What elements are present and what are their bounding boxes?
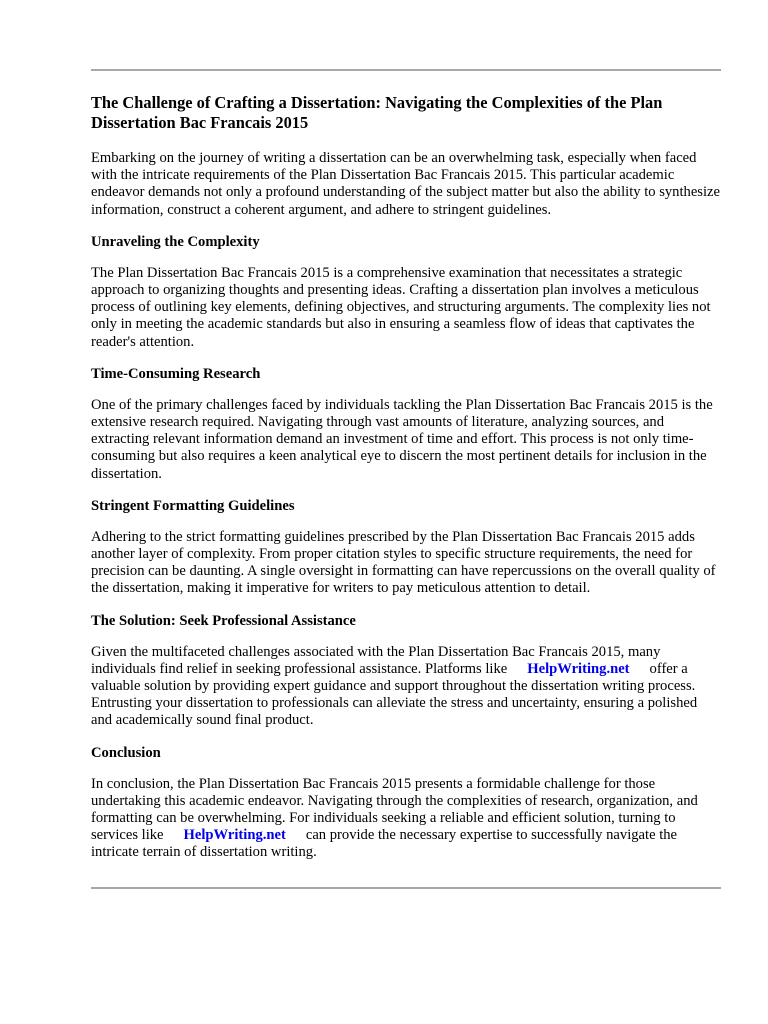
conclusion-text-before: In conclusion, the Plan Dissertation Bac Francais 2015 presents a formidable challenge for those undertaking this academic endeavor. Navigating through the complexities of research, organization, and formatting can be overwhelming. For individuals seeking a reliable and efficient solution, turning to services like	[91, 775, 698, 844]
section-heading-complexity: Unraveling the Complexity	[91, 233, 260, 250]
section-heading-formatting: Stringent Formatting Guidelines	[91, 497, 295, 514]
section-heading-solution: The Solution: Seek Professional Assistance	[91, 612, 356, 629]
bottom-divider	[91, 887, 721, 889]
top-divider	[91, 69, 721, 71]
section-heading-research: Time-Consuming Research	[91, 365, 261, 382]
helpwriting-link-conclusion[interactable]: HelpWriting.net	[183, 827, 286, 844]
document-page	[91, 69, 721, 889]
section-body-conclusion	[91, 776, 721, 862]
conclusion-text-after: can provide the necessary expertise to successfully navigate the intricate terrain of dissertation writing.	[91, 827, 678, 861]
solution-text-after: offer a valuable solution by providing expert guidance and support throughout the dissertation writing process. Entrusting your dissertation to professionals can alleviate the stress and uncertainty, ensuring a polished and academically sound final product.	[91, 660, 698, 729]
helpwriting-link[interactable]: HelpWriting.net	[527, 660, 630, 677]
solution-text-before: Given the multifaceted challenges associated with the Plan Dissertation Bac Francais 2015, many individuals find relief in seeking professional assistance. Platforms like	[91, 643, 661, 677]
section-body-research: One of the primary challenges faced by individuals tackling the Plan Dissertation Bac Francais 2015 is the extensive research required. Navigating through vast amounts of literature, analyzing sources, and extracting relevant information demand an investment of time and effort. This process is not only time-consuming but also requires a keen analytical eye to discern the most pertinent details for inclusion in the dissertation.	[91, 396, 713, 482]
section-body-solution	[91, 644, 721, 730]
section-body-formatting: Adhering to the strict formatting guidelines prescribed by the Plan Dissertation Bac Francais 2015 adds another layer of complexity. From proper citation styles to specific structure requirements, the need for precision can be daunting. A single oversight in formatting can have repercussions on the overall quality of the dissertation, making it imperative for writers to pay meticulous attention to detail.	[91, 528, 716, 597]
section-body-complexity: The Plan Dissertation Bac Francais 2015 is a comprehensive examination that necessitates a strategic approach to organizing thoughts and presenting ideas. Crafting a dissertation plan involves a meticulous process of outlining key elements, defining objectives, and structuring arguments. The complexity lies not only in meeting the academic standards but also in ensuring a seamless flow of ideas that captivates the reader's attention.	[91, 264, 711, 350]
document-title: The Challenge of Crafting a Dissertation: Navigating the Complexities of the Plan Dissertation Bac Francais 2015	[91, 93, 663, 132]
intro-paragraph: Embarking on the journey of writing a dissertation can be an overwhelming task, especially when faced with the intricate requirements of the Plan Dissertation Bac Francais 2015. This particular academic endeavor demands not only a profound understanding of the subject matter but also the ability to synthesize information, construct a coherent argument, and adhere to stringent guidelines.	[91, 150, 720, 218]
section-heading-conclusion: Conclusion	[91, 744, 161, 761]
